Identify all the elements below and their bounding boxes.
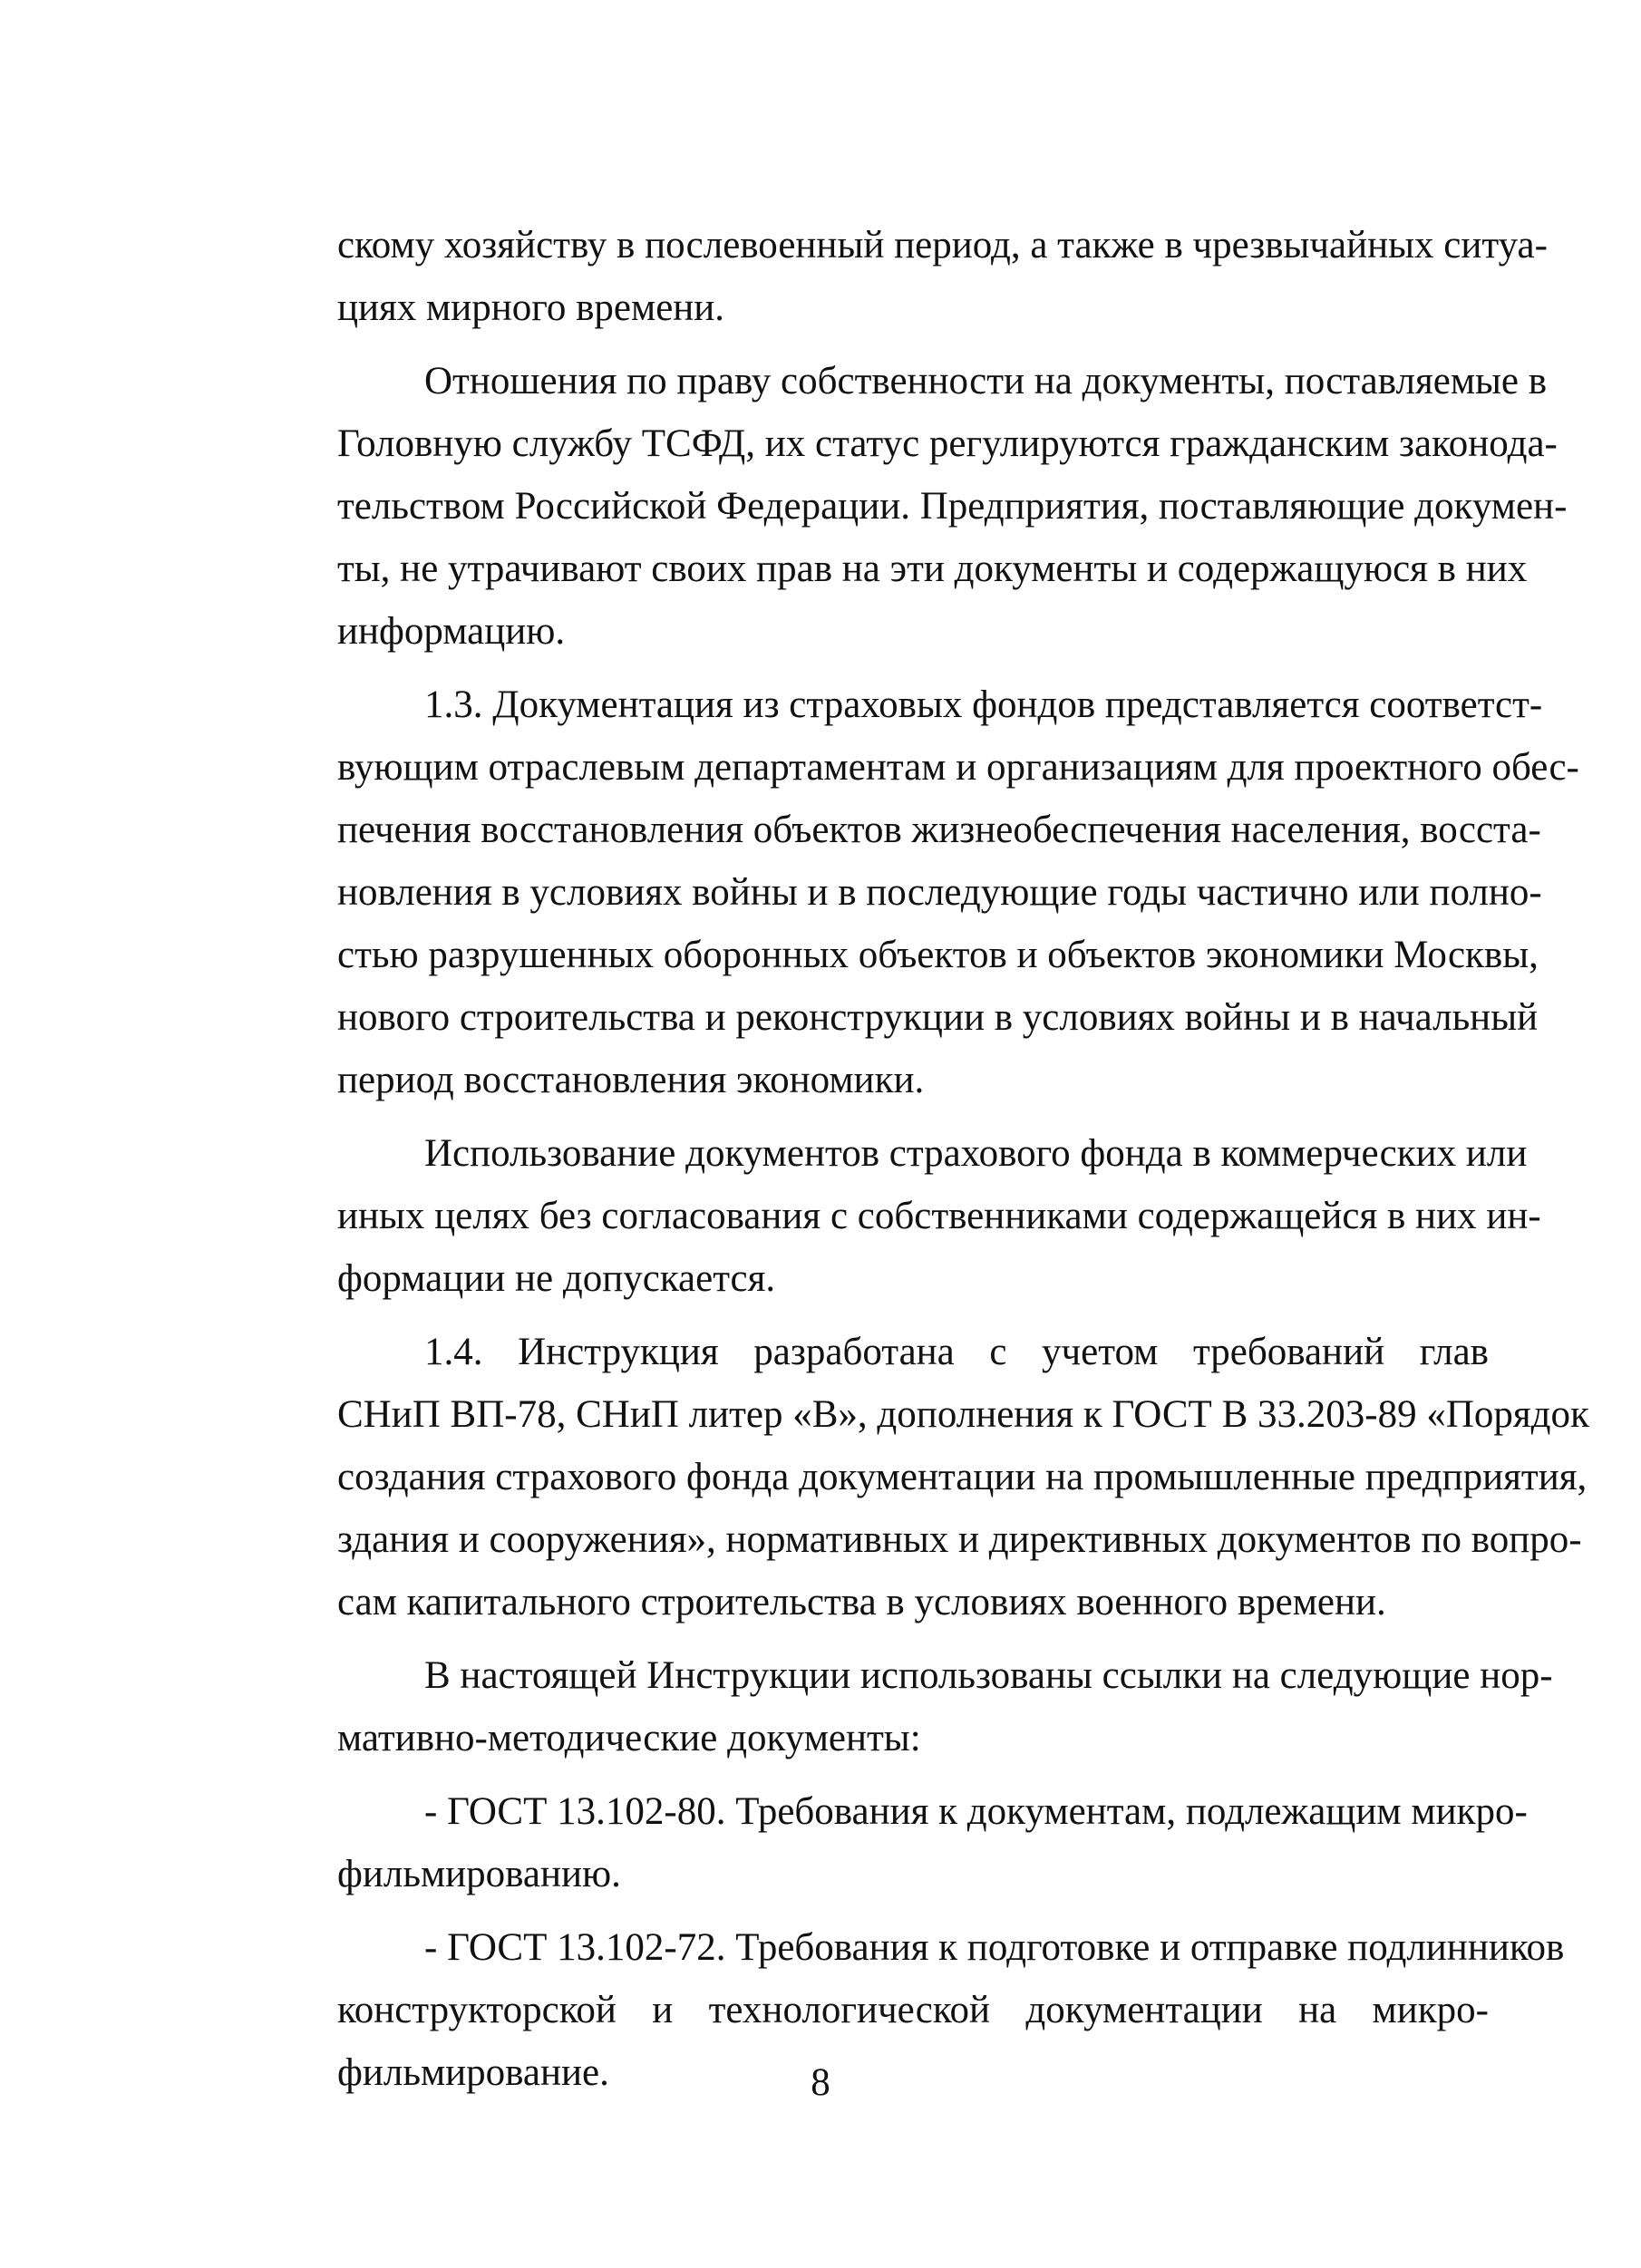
text-line: информацию. xyxy=(337,610,566,653)
text-line: Отношения по праву собственности на документы, поставляемые в xyxy=(424,360,1548,402)
text-line: Головную службу ТСФД, их статус регулируются гражданским законода- xyxy=(337,422,1558,465)
body-text xyxy=(337,214,1589,2115)
text-line: 1.3. Документация из страховых фондов представляется соответст- xyxy=(424,683,1543,726)
page-number: 8 xyxy=(811,2061,830,2104)
text-line: фильмирование. xyxy=(337,2051,609,2094)
text-line: новления в условиях войны и в последующие годы частично или полно- xyxy=(337,871,1542,914)
text-line: фильмированию. xyxy=(337,1853,621,1895)
text-line: - ГОСТ 13.102-72. Требования к подготовке и отправке подлинников xyxy=(424,1926,1565,1969)
paragraph-continuation xyxy=(337,214,1548,339)
text-line: конструкторской и технологической документации на микро- xyxy=(337,1989,1489,2031)
text-line: вующим отраслевым департаментам и организациям для проектного обес- xyxy=(337,746,1579,789)
text-line: скому хозяйству в послевоенный период, а также в чрезвычайных ситуа- xyxy=(337,224,1548,267)
paragraph-section-1-4 xyxy=(337,1321,1589,1633)
text-line: нового строительства и реконструкции в условиях войны и в начальный xyxy=(337,996,1539,1039)
text-line: 1.4. Инструкция разработана с учетом требований глав xyxy=(424,1331,1489,1373)
text-line: Использование документов страхового фонда в коммерческих или xyxy=(424,1132,1528,1175)
text-line: здания и сооружения», нормативных и директивных документов по вопро- xyxy=(337,1518,1582,1561)
reference-item-gost-13-102-80 xyxy=(337,1780,1528,1905)
paragraph-ownership xyxy=(337,350,1568,663)
text-line: мативно-методические документы: xyxy=(337,1717,921,1759)
text-line: печения восстановления объектов жизнеобеспечения населения, восста- xyxy=(337,809,1541,851)
paragraph-section-1-3 xyxy=(337,674,1579,1111)
text-line: создания страхового фонда документации на промышленные предприятия, xyxy=(337,1456,1588,1498)
text-line: - ГОСТ 13.102-80. Требования к документам, подлежащим микро- xyxy=(424,1790,1528,1833)
text-line: циях мирного времени. xyxy=(337,286,725,329)
text-line: ты, не утрачивают своих прав на эти документы и содержащуюся в них xyxy=(337,548,1528,590)
paragraph-references-intro xyxy=(337,1644,1553,1769)
text-line: иных целях без согласования с собственниками содержащейся в них ин- xyxy=(337,1195,1541,1237)
text-line: период восстановления экономики. xyxy=(337,1059,925,1101)
text-line: стью разрушенных оборонных объектов и объектов экономики Москвы, xyxy=(337,934,1539,976)
text-line: В настоящей Инструкции использованы ссылки на следующие нор- xyxy=(424,1654,1553,1697)
text-line: сам капитального строительства в условиях военного времени. xyxy=(337,1581,1386,1623)
paragraph-usage xyxy=(337,1122,1541,1310)
text-line: формации не допускается. xyxy=(337,1257,776,1300)
text-line: тельством Российской Федерации. Предприятия, поставляющие докумен- xyxy=(337,485,1568,528)
text-line: СНиП ВП-78, СНиП литер «В», дополнения к ГОСТ В 33.203-89 «Порядок xyxy=(337,1393,1589,1436)
